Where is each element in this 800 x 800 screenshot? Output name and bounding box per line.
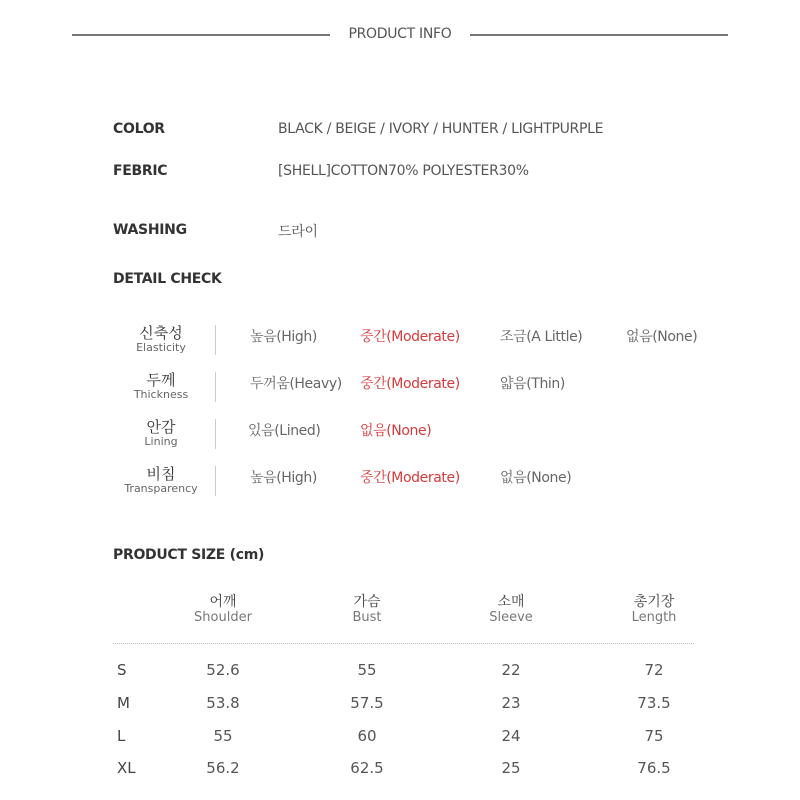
- size-table-divider: [113, 643, 694, 644]
- size-cell: 52.6: [206, 661, 240, 679]
- size-cell: 23: [501, 694, 521, 712]
- size-cell: 57.5: [350, 694, 384, 712]
- page-title: PRODUCT INFO: [348, 26, 452, 42]
- detail-label-en: Elasticity: [136, 341, 186, 354]
- detail-divider: [215, 466, 216, 496]
- size-cell: 62.5: [350, 759, 384, 777]
- product-size-title: PRODUCT SIZE (cm): [113, 547, 265, 563]
- size-row-label: L: [117, 727, 126, 745]
- size-column-header-ko: 가슴: [353, 594, 381, 610]
- washing-value: 드라이: [278, 224, 318, 240]
- washing-label: WASHING: [113, 222, 187, 238]
- size-column-header-ko: 총기장: [633, 594, 675, 610]
- detail-option: 조금(A Little): [500, 329, 583, 345]
- color-label: COLOR: [113, 121, 165, 137]
- size-cell: 76.5: [637, 759, 671, 777]
- detail-option: 없음(None): [626, 329, 698, 345]
- detail-option: 높음(High): [250, 329, 317, 345]
- detail-label-en: Thickness: [133, 388, 189, 401]
- detail-option: 높음(High): [250, 470, 317, 486]
- detail-divider: [215, 325, 216, 355]
- size-cell: 22: [501, 661, 521, 679]
- size-column-header-en: Bust: [352, 610, 382, 625]
- detail-label-en: Transparency: [124, 482, 198, 495]
- size-row-label: S: [117, 661, 127, 679]
- detail-option-selected: 중간(Moderate): [360, 470, 460, 486]
- detail-divider: [215, 372, 216, 402]
- detail-option: 없음(None): [500, 470, 572, 486]
- size-cell: 55: [357, 661, 377, 679]
- detail-label-ko: 비침: [146, 465, 176, 483]
- detail-option-selected: 중간(Moderate): [360, 376, 460, 392]
- detail-option: 있음(Lined): [248, 423, 321, 439]
- header-rule-right: [470, 34, 728, 36]
- size-cell: 56.2: [206, 759, 240, 777]
- size-row-label: M: [117, 694, 130, 712]
- size-column-header-ko: 소매: [497, 594, 525, 610]
- size-cell: 55: [213, 727, 233, 745]
- size-column-header-en: Sleeve: [489, 610, 533, 625]
- color-value: BLACK / BEIGE / IVORY / HUNTER / LIGHTPURPLE: [278, 121, 604, 137]
- detail-label-ko: 안감: [146, 418, 176, 436]
- detail-label-en: Lining: [144, 435, 178, 448]
- detail-label-ko: 신축성: [139, 324, 183, 342]
- size-row-label: XL: [117, 759, 136, 777]
- size-column-header-ko: 어깨: [209, 594, 237, 610]
- detail-check-title: DETAIL CHECK: [113, 271, 222, 287]
- size-column-header-en: Shoulder: [194, 610, 252, 625]
- size-cell: 60: [357, 727, 377, 745]
- detail-option-selected: 없음(None): [360, 423, 432, 439]
- size-cell: 73.5: [637, 694, 671, 712]
- size-cell: 53.8: [206, 694, 240, 712]
- detail-divider: [215, 419, 216, 449]
- fabric-label: FEBRIC: [113, 163, 168, 179]
- size-column-header-en: Length: [631, 610, 677, 625]
- detail-option: 얇음(Thin): [500, 376, 565, 392]
- size-cell: 75: [644, 727, 664, 745]
- size-cell: 24: [501, 727, 521, 745]
- detail-label-ko: 두께: [146, 371, 176, 389]
- detail-option-selected: 중간(Moderate): [360, 329, 460, 345]
- size-cell: 72: [644, 661, 664, 679]
- fabric-value: [SHELL]COTTON70% POLYESTER30%: [278, 163, 529, 179]
- detail-option: 두꺼움(Heavy): [250, 376, 342, 392]
- size-cell: 25: [501, 759, 521, 777]
